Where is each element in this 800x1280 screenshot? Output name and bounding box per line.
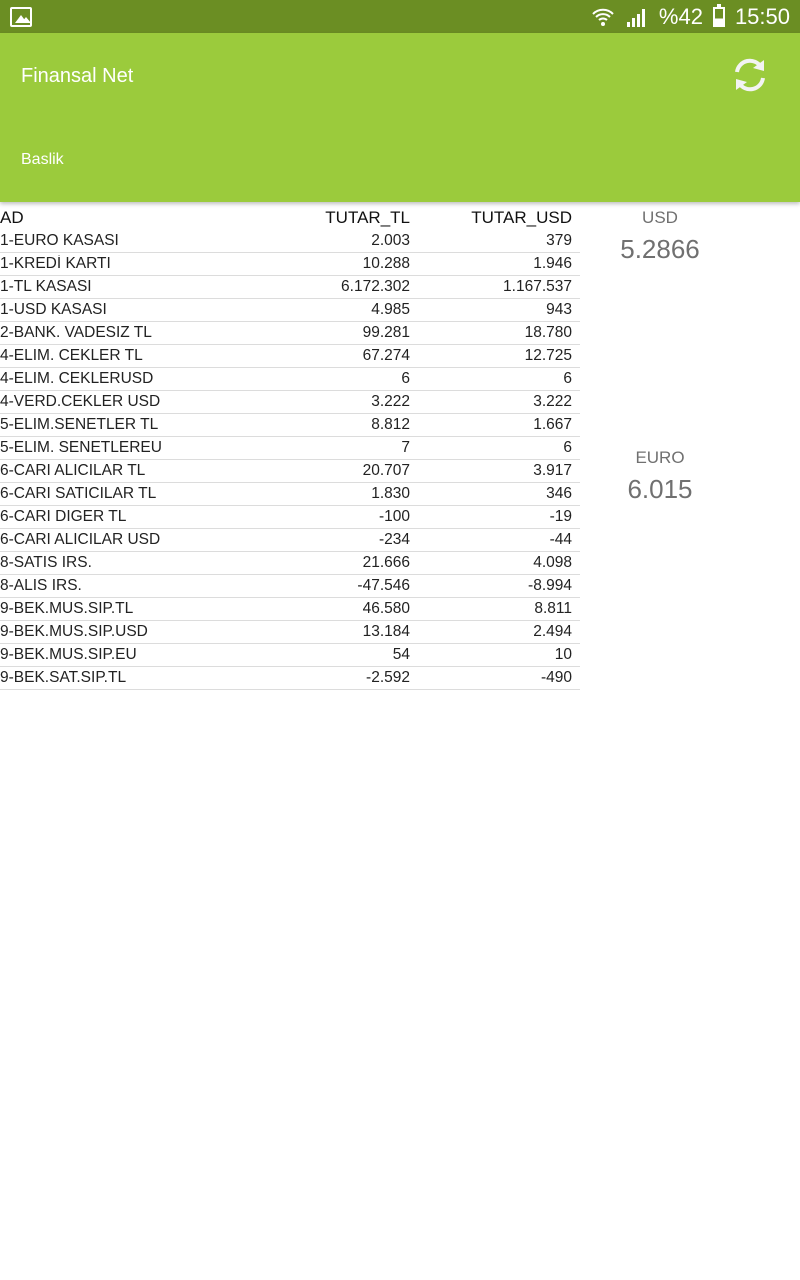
app-bar: [0, 33, 800, 202]
table-row[interactable]: [0, 368, 580, 391]
cell-tutar-usd: -19: [549, 508, 572, 525]
cell-tutar-tl: 2.003: [371, 232, 410, 249]
cell-ad: 4-ELIM. CEKLERUSD: [0, 370, 154, 387]
cell-ad: 4-ELIM. CEKLER TL: [0, 347, 143, 364]
header-ad: AD: [0, 207, 24, 227]
cell-tutar-tl: -47.546: [357, 577, 410, 594]
cell-tutar-usd: 6: [563, 439, 572, 456]
table-row[interactable]: [0, 437, 580, 460]
cell-ad: 1-EURO KASASI: [0, 232, 119, 249]
cell-tutar-usd: 1.946: [533, 255, 572, 272]
table-row[interactable]: [0, 253, 580, 276]
table-row[interactable]: [0, 276, 580, 299]
table-row[interactable]: [0, 483, 580, 506]
cell-tutar-usd: 346: [546, 485, 572, 502]
cell-tutar-tl: 8.812: [371, 416, 410, 433]
cell-ad: 5-ELIM. SENETLEREU: [0, 439, 162, 456]
cell-tutar-usd: 943: [546, 301, 572, 318]
cell-ad: 6-CARI ALICILAR USD: [0, 531, 161, 548]
cell-ad: 9-BEK.SAT.SIP.TL: [0, 669, 127, 686]
cell-tutar-tl: 99.281: [362, 324, 410, 341]
table-row[interactable]: [0, 460, 580, 483]
euro-rate-panel: [590, 448, 730, 505]
table-row[interactable]: [0, 644, 580, 667]
cell-tutar-tl: 21.666: [362, 554, 410, 571]
app-title: Finansal Net: [21, 65, 134, 87]
status-bar: [0, 0, 800, 33]
cell-tutar-usd: 379: [546, 232, 572, 249]
cell-tutar-tl: 67.274: [362, 347, 410, 364]
table-row[interactable]: [0, 506, 580, 529]
table-row[interactable]: [0, 667, 580, 690]
euro-rate-value: 6.015: [627, 474, 693, 504]
cell-tutar-tl: -234: [378, 531, 410, 548]
cell-tutar-tl: 13.184: [362, 623, 410, 640]
clock: 15:50: [734, 3, 790, 29]
cell-ad: 6-CARI SATICILAR TL: [0, 485, 157, 502]
header-tutar-usd: TUTAR_USD: [471, 207, 572, 227]
cell-tutar-tl: 1.830: [371, 485, 410, 502]
cell-tutar-tl: 3.222: [371, 393, 410, 410]
refresh-button[interactable]: [730, 55, 770, 95]
table-row[interactable]: [0, 345, 580, 368]
table-header: [0, 205, 580, 230]
cell-tutar-usd: 6: [563, 370, 572, 387]
cell-tutar-usd: -8.994: [528, 577, 572, 594]
cell-tutar-tl: 46.580: [362, 600, 410, 617]
usd-rate-label: USD: [642, 208, 678, 227]
cell-tutar-usd: -490: [540, 669, 572, 686]
cell-tutar-usd: 18.780: [524, 324, 572, 341]
balance-table: [0, 205, 580, 690]
wifi-icon: [591, 6, 615, 28]
cell-tutar-tl: 6: [401, 370, 410, 387]
cell-tutar-usd: 4.098: [533, 554, 572, 571]
cell-tutar-tl: 54: [392, 646, 410, 663]
cell-tutar-tl: 7: [401, 439, 410, 456]
cell-tutar-usd: -44: [549, 531, 572, 548]
cell-tutar-tl: 10.288: [362, 255, 410, 272]
cell-ad: 9-BEK.MUS.SIP.USD: [0, 623, 148, 640]
cell-ad: 9-BEK.MUS.SIP.TL: [0, 600, 134, 617]
battery-percent: %42: [658, 3, 703, 29]
table-row[interactable]: [0, 529, 580, 552]
cell-tutar-tl: 4.985: [371, 301, 410, 318]
cell-ad: 1-KREDİ KARTI: [0, 255, 111, 272]
header-tutar-tl: TUTAR_TL: [325, 207, 410, 227]
euro-rate-label: EURO: [635, 448, 685, 467]
cell-ad: 6-CARI DIGER TL: [0, 508, 127, 525]
cell-ad: 1-TL KASASI: [0, 278, 92, 295]
table-row[interactable]: [0, 299, 580, 322]
cell-tutar-usd: 1.167.537: [503, 278, 572, 295]
usd-rate-panel: [590, 208, 730, 265]
cell-tutar-usd: 3.917: [533, 462, 572, 479]
cell-ad: 8-SATIS IRS.: [0, 554, 92, 571]
cell-ad: 8-ALIS IRS.: [0, 577, 82, 594]
cell-tutar-tl: -100: [378, 508, 410, 525]
table-row[interactable]: [0, 598, 580, 621]
cell-ad: 4-VERD.CEKLER USD: [0, 393, 161, 410]
table-row[interactable]: [0, 621, 580, 644]
table-row[interactable]: [0, 414, 580, 437]
cell-tutar-usd: 1.667: [533, 416, 572, 433]
cell-tutar-tl: -2.592: [366, 669, 410, 686]
table-row[interactable]: [0, 552, 580, 575]
cell-ad: 6-CARI ALICILAR TL: [0, 462, 146, 479]
cell-tutar-tl: 20.707: [362, 462, 410, 479]
refresh-icon: [730, 55, 770, 95]
gallery-notification-icon: [10, 7, 32, 27]
cell-tutar-usd: 8.811: [534, 600, 572, 617]
table-row[interactable]: [0, 575, 580, 598]
app-subtitle: Baslik: [21, 151, 64, 168]
signal-icon: [625, 6, 649, 28]
cell-tutar-usd: 10: [554, 646, 572, 663]
cell-ad: 2-BANK. VADESIZ TL: [0, 324, 152, 341]
cell-tutar-usd: 3.222: [533, 393, 572, 410]
cell-tutar-tl: 6.172.302: [341, 278, 410, 295]
cell-tutar-usd: 2.494: [533, 623, 572, 640]
table-row[interactable]: [0, 230, 580, 253]
cell-ad: 1-USD KASASI: [0, 301, 107, 318]
cell-tutar-usd: 12.725: [524, 347, 572, 364]
cell-ad: 5-ELIM.SENETLER TL: [0, 416, 159, 433]
usd-rate-value: 5.2866: [620, 234, 700, 264]
cell-ad: 9-BEK.MUS.SIP.EU: [0, 646, 137, 663]
table-row[interactable]: [0, 322, 580, 345]
battery-icon: [713, 7, 725, 27]
table-row[interactable]: [0, 391, 580, 414]
